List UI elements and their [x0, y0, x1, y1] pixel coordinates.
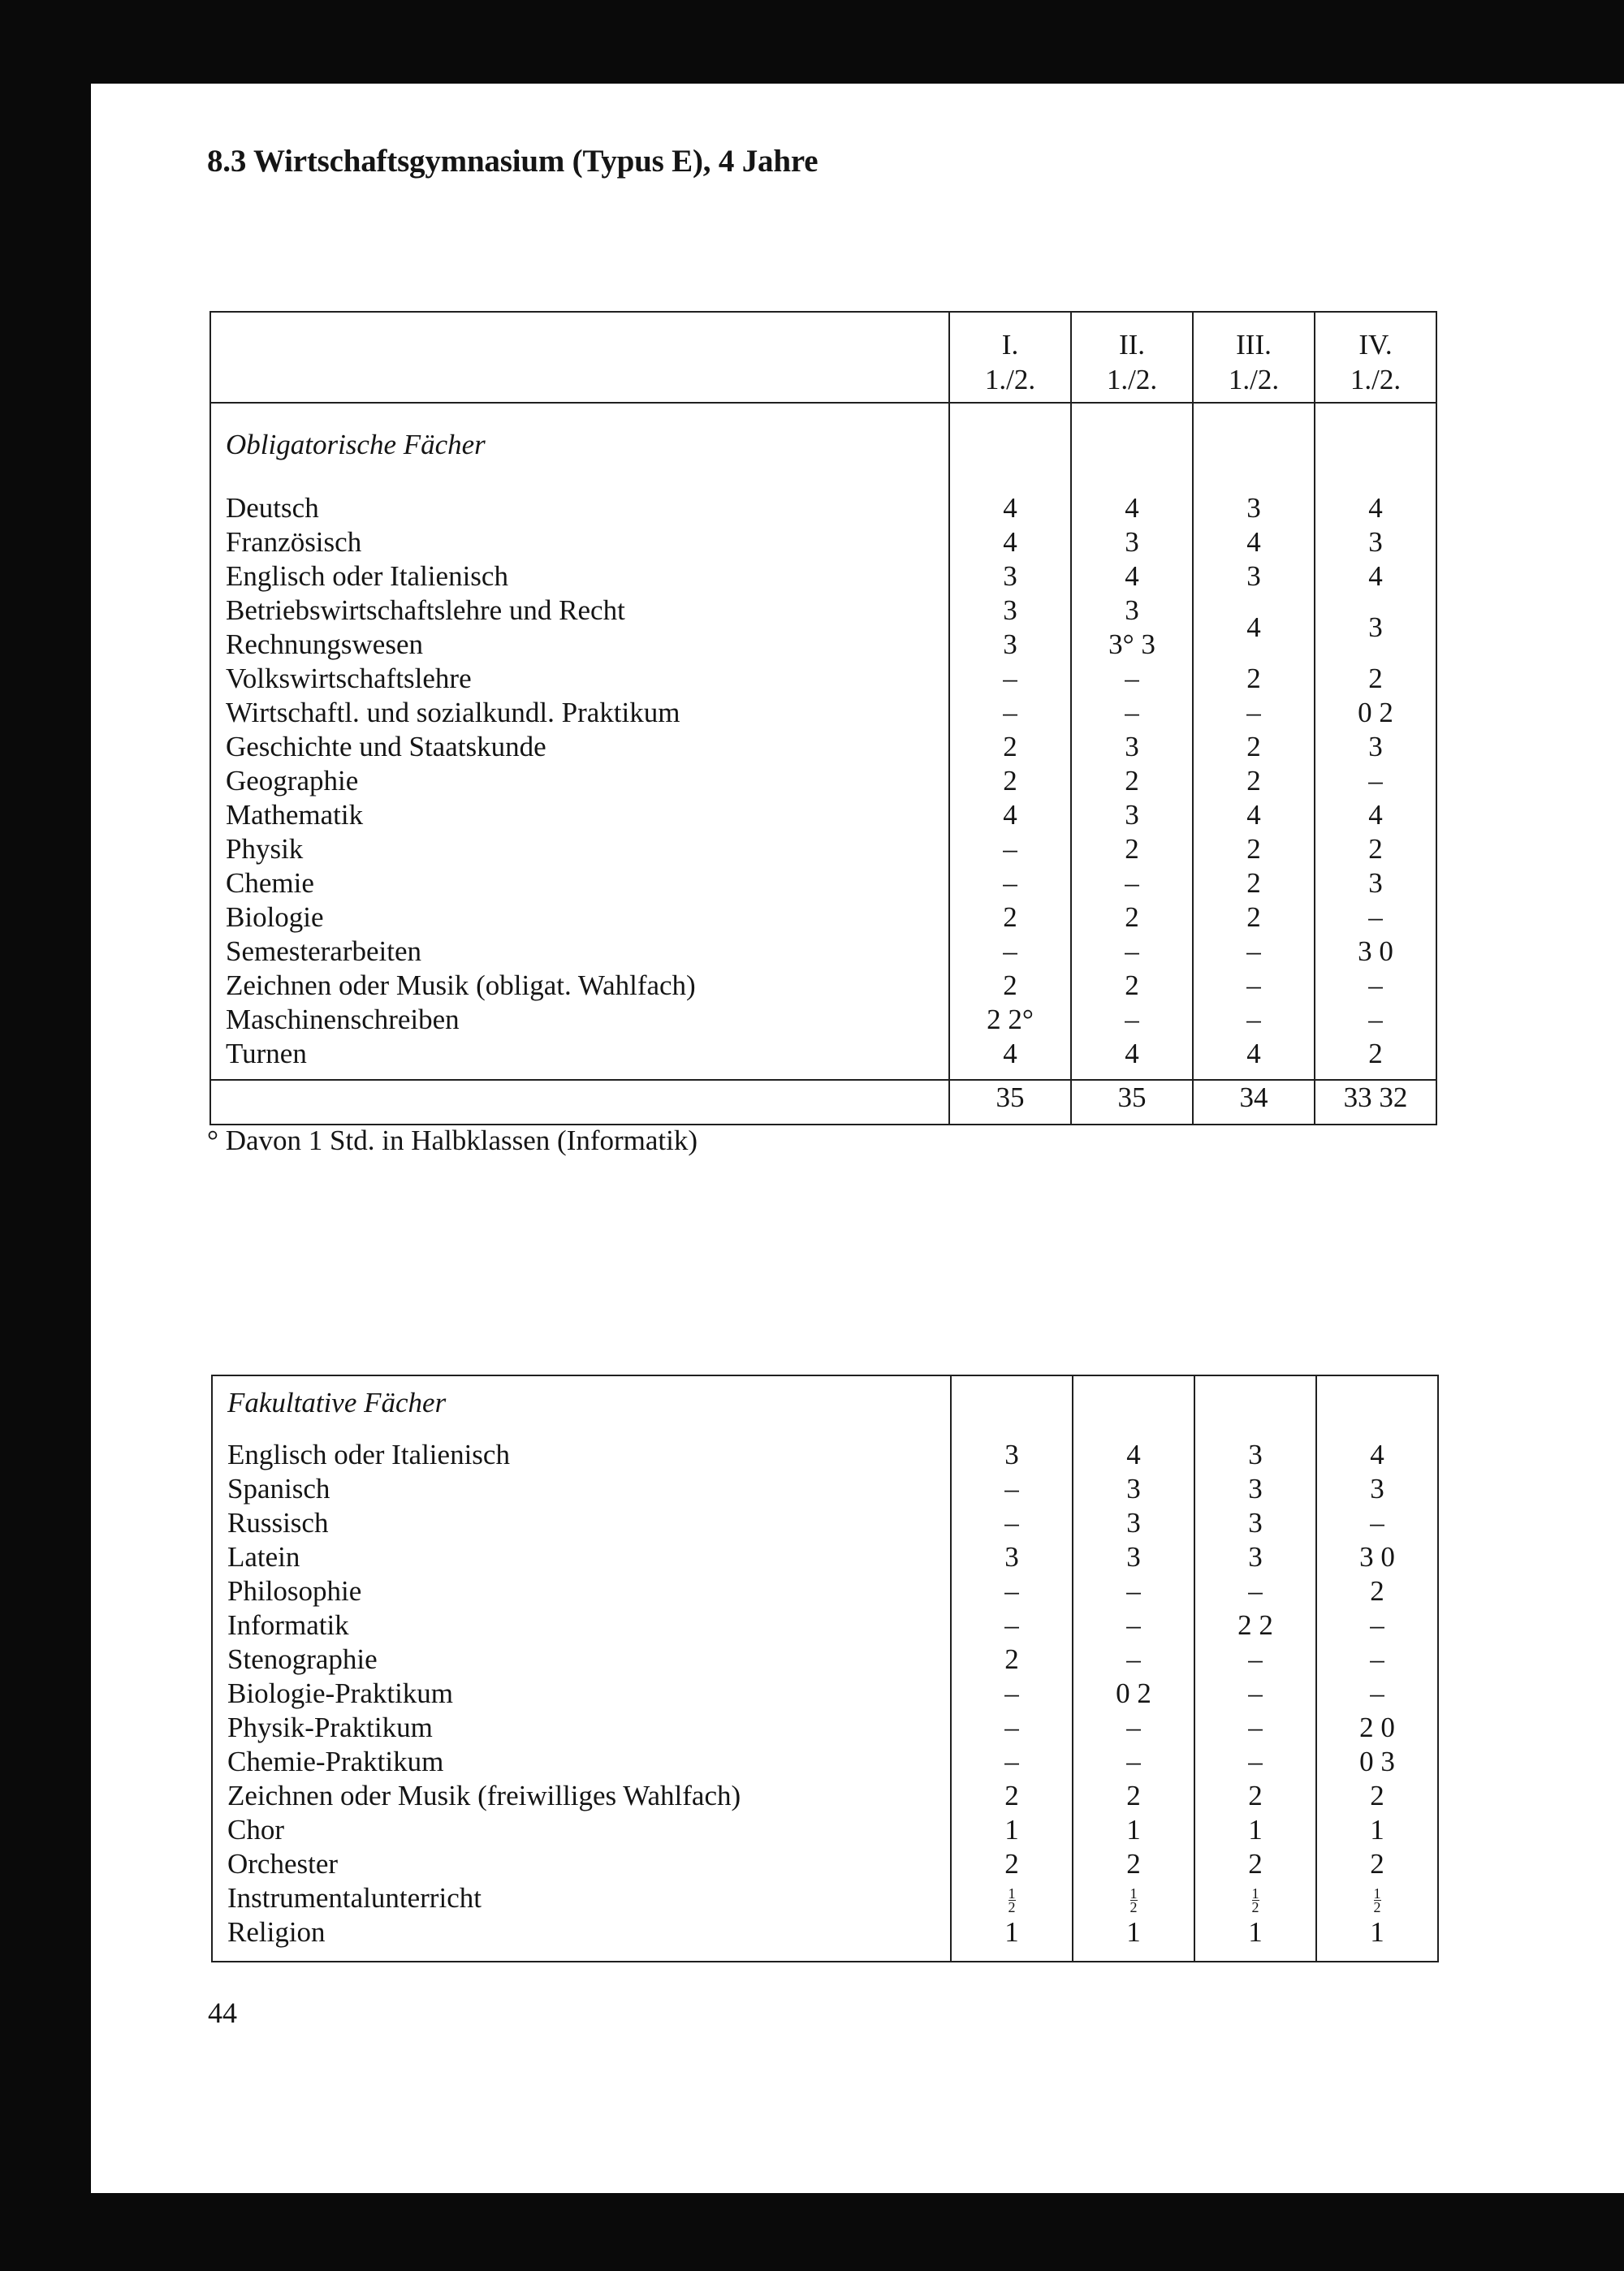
- value-cell: 4: [1246, 526, 1261, 558]
- value-cell: –: [1126, 1643, 1141, 1675]
- fraction-one-half: $\frac{1}{2}$: [1373, 1885, 1381, 1916]
- value-cell: –: [1126, 1609, 1141, 1641]
- subject-label: Informatik: [227, 1609, 349, 1641]
- value-cell: –: [1246, 1004, 1261, 1035]
- page-number: 44: [208, 1997, 237, 2029]
- value-cell: 1: [1248, 1814, 1263, 1846]
- page-title: 8.3 Wirtschaftsgymnasium (Typus E), 4 Jahre: [207, 144, 818, 179]
- values-column-3: [1194, 1375, 1316, 1962]
- value-cell: 2: [1125, 765, 1139, 797]
- value-cell: –: [1004, 1677, 1019, 1709]
- value-cell: 2: [1004, 1848, 1019, 1880]
- total-year-4: 33 32: [1315, 1080, 1436, 1125]
- value-cell: 2: [1003, 765, 1017, 797]
- total-year-3: 34: [1193, 1080, 1315, 1125]
- value-cell: –: [1004, 1712, 1019, 1743]
- value-cell: 0 2: [1358, 697, 1393, 728]
- value-cell: 0 3: [1359, 1746, 1395, 1777]
- subject-label: Chor: [227, 1814, 284, 1846]
- value-cell: 4: [1003, 1038, 1017, 1069]
- value-cell: 3: [1248, 1541, 1263, 1573]
- value-cell: 2: [1125, 833, 1139, 865]
- values-column-4: [1315, 403, 1436, 1080]
- value-cell: 4: [1246, 611, 1261, 643]
- value-cell: 1: [1370, 1916, 1384, 1948]
- value-cell: 3: [1003, 628, 1017, 660]
- value-cell: 2: [1246, 663, 1261, 694]
- obligatory-subjects-table: [209, 311, 1437, 1125]
- value-cell: 2: [1004, 1643, 1019, 1675]
- subject-label: Russisch: [227, 1507, 329, 1539]
- value-cell: –: [1246, 969, 1261, 1001]
- fraction-one-half: $\frac{1}{2}$: [1129, 1885, 1138, 1916]
- value-cell: 2: [1370, 1575, 1384, 1607]
- subject-label: Biologie-Praktikum: [227, 1677, 454, 1709]
- total-year-2: 35: [1071, 1080, 1193, 1125]
- value-cell: 4: [1003, 526, 1017, 558]
- value-cell: 0 2: [1116, 1677, 1151, 1709]
- value-cell: –: [1004, 1609, 1019, 1641]
- value-cell: 4: [1125, 492, 1139, 524]
- value-cell: 3: [1003, 560, 1017, 592]
- value-cell: –: [1003, 833, 1017, 865]
- value-cell: [952, 1881, 1072, 1915]
- value-cell: 3: [1125, 594, 1139, 626]
- subject-label: Englisch oder Italienisch: [226, 560, 508, 592]
- subject-label: Semesterarbeiten: [226, 935, 422, 967]
- value-cell: 2 2°: [987, 1004, 1034, 1035]
- subject-label: Wirtschaftl. und sozialkundl. Praktikum: [226, 697, 680, 728]
- value-cell: –: [1125, 663, 1139, 694]
- value-cell: 4: [1246, 799, 1261, 831]
- value-cell: 3: [1125, 799, 1139, 831]
- subject-column: [212, 1375, 951, 1962]
- subject-label: Zeichnen oder Musik (freiwilliges Wahlfach): [227, 1780, 741, 1811]
- value-cell: –: [1004, 1746, 1019, 1777]
- value-cell: –: [1370, 1643, 1384, 1675]
- value-cell: 2: [1004, 1780, 1019, 1811]
- value-cell: –: [1003, 697, 1017, 728]
- value-cell: 4: [1370, 1439, 1384, 1470]
- value-cell: –: [1370, 1507, 1384, 1539]
- subject-label: Rechnungswesen: [226, 628, 424, 660]
- subject-label: Zeichnen oder Musik (obligat. Wahlfach): [226, 969, 696, 1001]
- value-cell: 3: [1246, 492, 1261, 524]
- subject-label: Deutsch: [226, 492, 319, 524]
- value-cell: 3: [1246, 560, 1261, 592]
- value-cell: 2: [1246, 833, 1261, 865]
- value-cell: 1: [1004, 1814, 1019, 1846]
- value-cell: –: [1003, 867, 1017, 899]
- subject-label: Philosophie: [227, 1575, 362, 1607]
- value-cell: –: [1125, 697, 1139, 728]
- subject-label: Chemie-Praktikum: [227, 1746, 444, 1777]
- value-cell: –: [1368, 901, 1383, 933]
- values-column-4: [1316, 1375, 1438, 1962]
- value-cell: 4: [1003, 492, 1017, 524]
- value-cell: 2: [1126, 1848, 1141, 1880]
- value-cell: 1: [1248, 1916, 1263, 1948]
- value-cell: 3: [1368, 526, 1383, 558]
- value-cell: 3: [1248, 1439, 1263, 1470]
- value-cell: –: [1126, 1575, 1141, 1607]
- value-cell: 1: [1004, 1916, 1019, 1948]
- value-cell: 4: [1368, 560, 1383, 592]
- value-cell: 2: [1368, 663, 1383, 694]
- value-cell: 2: [1368, 833, 1383, 865]
- value-cell: –: [1248, 1575, 1263, 1607]
- value-cell: [1073, 1881, 1194, 1915]
- header-year-2: II. 1./2.: [1071, 312, 1193, 403]
- header-blank-cell: [210, 312, 949, 403]
- values-column-1: [949, 403, 1071, 1080]
- value-cell: 2: [1246, 765, 1261, 797]
- value-cell: 3: [1368, 731, 1383, 762]
- value-cell: 3: [1004, 1439, 1019, 1470]
- value-cell: 2: [1248, 1780, 1263, 1811]
- value-cell: –: [1126, 1746, 1141, 1777]
- value-cell: –: [1125, 1004, 1139, 1035]
- obligatory-heading: Obligatorische Fächer: [226, 429, 486, 460]
- subject-label: Geschichte und Staatskunde: [226, 731, 546, 762]
- subject-label: Volkswirtschaftslehre: [226, 663, 472, 694]
- value-cell: 2: [1248, 1848, 1263, 1880]
- value-cell: 2: [1125, 969, 1139, 1001]
- value-cell: –: [1004, 1575, 1019, 1607]
- value-cell: 1: [1370, 1814, 1384, 1846]
- value-cell: 3: [1004, 1541, 1019, 1573]
- value-cell: 4: [1368, 492, 1383, 524]
- value-cell: 3: [1003, 594, 1017, 626]
- value-cell: –: [1248, 1677, 1263, 1709]
- value-cell: 2: [1368, 1038, 1383, 1069]
- value-cell: [1317, 1881, 1437, 1915]
- value-cell: 3 0: [1359, 1541, 1395, 1573]
- subject-label: Latein: [227, 1541, 300, 1573]
- subject-label: Betriebswirtschaftslehre und Recht: [226, 594, 625, 626]
- value-cell: 4: [1125, 560, 1139, 592]
- value-cell: 2: [1370, 1848, 1384, 1880]
- value-cell: 2: [1126, 1780, 1141, 1811]
- footnote: ° Davon 1 Std. in Halbklassen (Informatik): [207, 1125, 698, 1156]
- total-year-1: 35: [949, 1080, 1071, 1125]
- value-cell: 2: [1246, 867, 1261, 899]
- value-cell: [1195, 1881, 1315, 1915]
- value-cell: 3: [1125, 526, 1139, 558]
- value-cell: –: [1248, 1746, 1263, 1777]
- header-year-3: III. 1./2.: [1193, 312, 1315, 403]
- value-cell: 2: [1003, 731, 1017, 762]
- body-row: [210, 403, 1436, 1080]
- subject-label: Spanisch: [227, 1473, 330, 1505]
- table-header-row: [210, 312, 1436, 403]
- value-cell: –: [1003, 935, 1017, 967]
- subject-column: [210, 403, 949, 1080]
- value-cell: 3: [1248, 1507, 1263, 1539]
- value-cell: 2: [1246, 901, 1261, 933]
- value-cell: –: [1368, 1004, 1383, 1035]
- optional-subjects-table: [211, 1375, 1439, 1962]
- value-cell: 2: [1246, 731, 1261, 762]
- value-cell: –: [1246, 935, 1261, 967]
- value-cell: 3: [1368, 867, 1383, 899]
- subject-label: Religion: [227, 1916, 326, 1948]
- values-column-2: [1071, 403, 1193, 1080]
- values-column-3: [1193, 403, 1315, 1080]
- value-cell: –: [1125, 935, 1139, 967]
- totals-row: [210, 1080, 1436, 1125]
- subject-label: Französisch: [226, 526, 362, 558]
- body-row: [212, 1375, 1438, 1962]
- subject-label: Stenographie: [227, 1643, 378, 1675]
- header-year-1: I. 1./2.: [949, 312, 1071, 403]
- value-cell: 2 2: [1237, 1609, 1273, 1641]
- value-cell: –: [1368, 969, 1383, 1001]
- subject-label: Chemie: [226, 867, 314, 899]
- value-cell: 3: [1126, 1541, 1141, 1573]
- subject-label: Englisch oder Italienisch: [227, 1439, 510, 1470]
- value-cell: –: [1248, 1712, 1263, 1743]
- subject-label: Turnen: [226, 1038, 307, 1069]
- value-cell: –: [1004, 1507, 1019, 1539]
- value-cell: 3: [1126, 1507, 1141, 1539]
- value-cell: –: [1004, 1473, 1019, 1505]
- subject-label: Instrumentalunterricht: [227, 1882, 482, 1914]
- value-cell: –: [1003, 663, 1017, 694]
- totals-label-cell: [210, 1080, 949, 1125]
- value-cell: 3 0: [1358, 935, 1393, 967]
- value-cell: 4: [1125, 1038, 1139, 1069]
- value-cell: –: [1126, 1712, 1141, 1743]
- subject-label: Maschinenschreiben: [226, 1004, 460, 1035]
- value-cell: 4: [1126, 1439, 1141, 1470]
- value-cell: –: [1246, 697, 1261, 728]
- value-cell: –: [1248, 1643, 1263, 1675]
- value-cell: 3: [1248, 1473, 1263, 1505]
- value-cell: –: [1125, 867, 1139, 899]
- value-cell: 2: [1003, 969, 1017, 1001]
- value-cell: 2: [1370, 1780, 1384, 1811]
- value-cell: 3: [1370, 1473, 1384, 1505]
- values-column-1: [951, 1375, 1073, 1962]
- subject-label: Biologie: [226, 901, 324, 933]
- value-cell: 2: [1003, 901, 1017, 933]
- fraction-one-half: $\frac{1}{2}$: [1008, 1885, 1016, 1916]
- value-cell: 1: [1126, 1814, 1141, 1846]
- value-cell: 3: [1368, 611, 1383, 643]
- header-year-4: IV. 1./2.: [1315, 312, 1436, 403]
- fraction-one-half: $\frac{1}{2}$: [1251, 1885, 1259, 1916]
- subject-label: Orchester: [227, 1848, 339, 1880]
- subject-label: Physik: [226, 833, 304, 865]
- subject-label: Mathematik: [226, 799, 364, 831]
- value-cell: 3: [1126, 1473, 1141, 1505]
- value-cell: 3° 3: [1108, 628, 1155, 660]
- value-cell: 2: [1125, 901, 1139, 933]
- value-cell: –: [1370, 1677, 1384, 1709]
- subject-label: Physik-Praktikum: [227, 1712, 433, 1743]
- value-cell: –: [1370, 1609, 1384, 1641]
- optional-heading: Fakultative Fächer: [227, 1387, 447, 1418]
- value-cell: 4: [1246, 1038, 1261, 1069]
- value-cell: 1: [1126, 1916, 1141, 1948]
- value-cell: –: [1368, 765, 1383, 797]
- value-cell: 3: [1125, 731, 1139, 762]
- subject-label: Geographie: [226, 765, 359, 797]
- value-cell: 4: [1368, 799, 1383, 831]
- value-cell: 4: [1003, 799, 1017, 831]
- values-column-2: [1073, 1375, 1194, 1962]
- value-cell: 2 0: [1359, 1712, 1395, 1743]
